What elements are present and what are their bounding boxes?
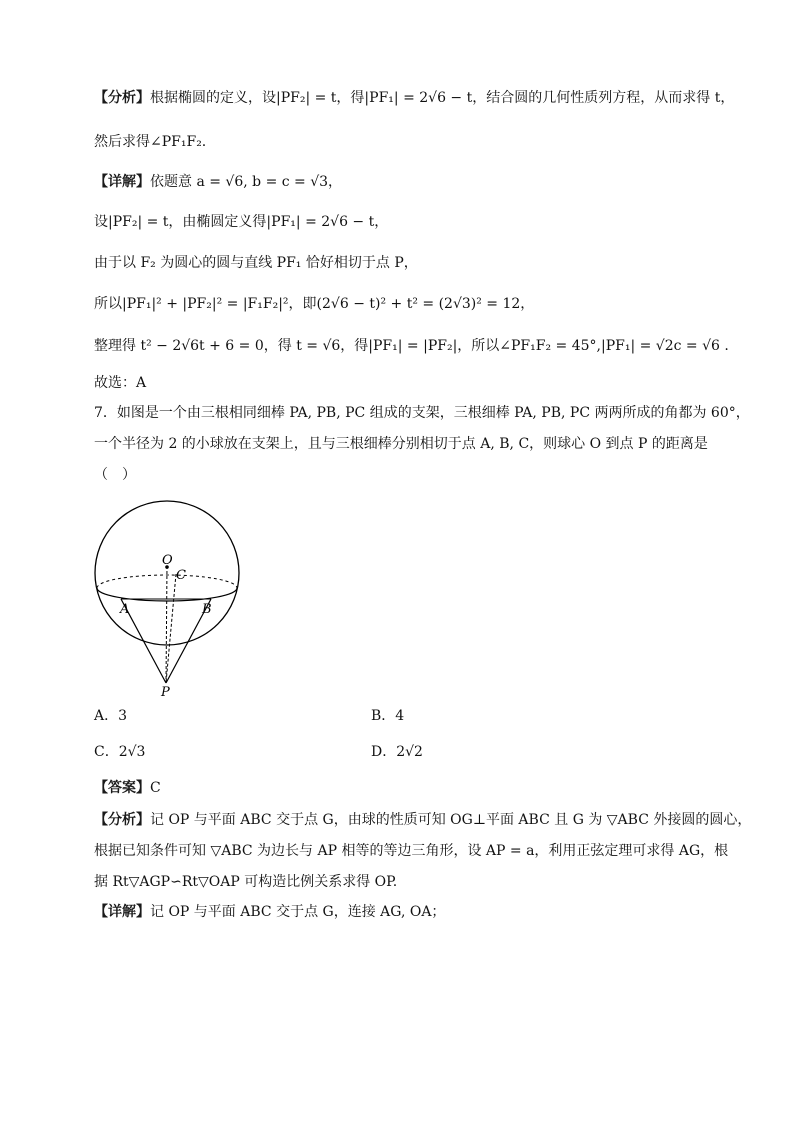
answer-tag: 【答案】 <box>94 780 150 796</box>
detail-text-3: 由于以 F₂ 为圆心的圆与直线 PF₁ 恰好相切于点 P， <box>94 255 418 271</box>
analysis2-line-3 <box>94 872 397 892</box>
option-d <box>371 742 423 762</box>
detail-line-1 <box>94 172 342 192</box>
option-a <box>94 706 127 726</box>
detail-tag: 【详解】 <box>94 174 150 190</box>
option-a-text: A．3 <box>94 708 128 724</box>
label-o: O <box>162 553 173 568</box>
answer-value: C <box>150 780 161 796</box>
detail-line-2 <box>94 212 388 232</box>
analysis2-text-1: 记 OP 与平面 ABC 交于点 G，由球的性质可知 OG⊥平面 ABC 且 G 为 ▽ABC 外接圆的圆心， <box>150 812 752 828</box>
analysis2-line-1 <box>94 810 751 830</box>
analysis-line-2 <box>94 132 206 152</box>
detail-text-4: 所以|PF₁|² + |PF₂|² = |F₁F₂|²，即(2√6 − t)² + t² = (2√3)² = 12， <box>94 296 535 312</box>
question-7-line-3 <box>94 465 136 485</box>
detail2-line-1 <box>94 902 445 922</box>
detail-text-2: 设|PF₂| = t，由椭圆定义得|PF₁| = 2√6 − t， <box>94 214 389 230</box>
label-c: C <box>176 568 186 583</box>
choice-text: 故选：A <box>94 375 147 391</box>
detail-line-5 <box>94 336 729 356</box>
detail2-text-1: 记 OP 与平面 ABC 交于点 G，连接 AG, OA； <box>150 904 446 920</box>
option-b <box>371 706 404 726</box>
question-7-text-2: 一个半径为 2 的小球放在支架上，且与三根细棒分别相切于点 A, B, C，则球心 O 到点 P 的距离是 <box>94 436 708 452</box>
question-7-text-1: 7．如图是一个由三根相同细棒 PA, PB, PC 组成的支架，三根细棒 PA, PB, PC 两两所成的角都为 60°， <box>94 405 750 421</box>
analysis2-line-2 <box>94 841 728 861</box>
sphere-support-figure <box>88 488 248 703</box>
option-b-text: B．4 <box>371 708 405 724</box>
label-b: B <box>202 602 212 617</box>
analysis2-tag: 【分析】 <box>94 812 150 828</box>
analysis-text-2: 然后求得∠PF₁F₂. <box>94 134 207 150</box>
detail-text-1: 依题意 a = √6, b = c = √3， <box>150 174 343 190</box>
detail-text-5: 整理得 t² − 2√6t + 6 = 0，得 t = √6，得|PF₁| = |PF₂|，所以∠PF₁F₂ = 45°,|PF₁| = √2c = √6 . <box>94 338 729 354</box>
choice-line <box>94 373 146 393</box>
question-7-line-2 <box>94 434 708 454</box>
question-7-text-3: （ ） <box>94 467 136 483</box>
question-7-line-1 <box>94 403 750 423</box>
detail2-tag: 【详解】 <box>94 904 150 920</box>
analysis-tag: 【分析】 <box>94 90 150 106</box>
analysis2-text-3: 据 Rt▽AGP∽Rt▽OAP 可构造比例关系求得 OP. <box>94 874 398 890</box>
option-c-text: C．2√3 <box>94 744 146 760</box>
detail-line-3 <box>94 253 418 273</box>
analysis2-text-2: 根据已知条件可知 ▽ABC 为边长与 AP 相等的等边三角形，设 AP = a，利用正弦定理可求得 AG，根 <box>94 843 729 859</box>
option-d-text: D．2√2 <box>371 744 423 760</box>
answer-line <box>94 778 161 798</box>
segment-op <box>166 566 167 683</box>
label-a: A <box>120 602 130 617</box>
detail-line-4 <box>94 294 534 314</box>
label-p: P <box>161 685 170 700</box>
analysis-text-1: 根据椭圆的定义，设|PF₂| = t，得|PF₁| = 2√6 − t，结合圆的几何性质列方程，从而求得 t， <box>150 90 735 106</box>
analysis-line-1 <box>94 88 734 108</box>
option-c <box>94 742 145 762</box>
